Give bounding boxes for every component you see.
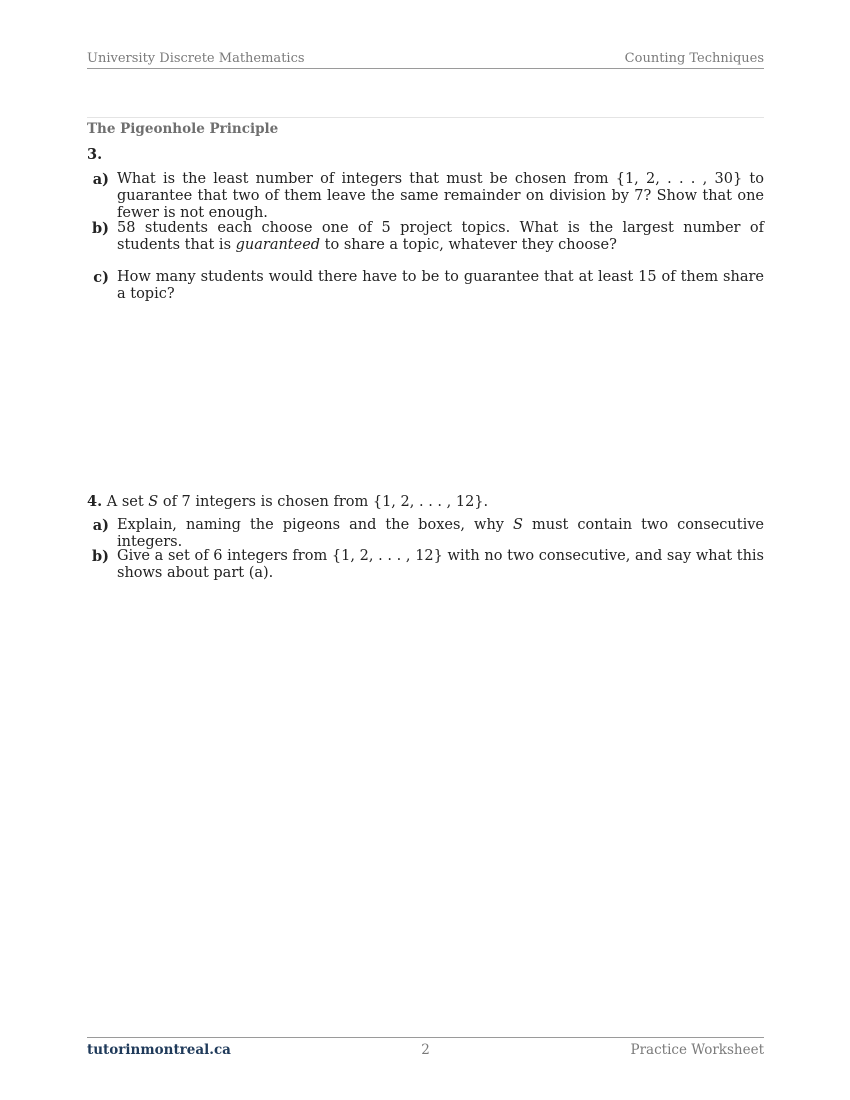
part-text bbox=[117, 220, 764, 254]
intro-text-segment: . bbox=[483, 494, 489, 510]
math-set: {1, 2, . . . , 12} bbox=[331, 548, 443, 564]
page-header bbox=[87, 50, 764, 69]
part-label: a) bbox=[92, 517, 109, 534]
part-text-segment: 58 students each choose one of 5 project topics. What is the largest number of students that is bbox=[117, 220, 764, 253]
part-text bbox=[117, 517, 764, 551]
set-variable: S bbox=[513, 517, 523, 533]
page-footer bbox=[87, 1042, 764, 1060]
part-text-segment: Give a set of 6 integers from bbox=[117, 548, 332, 564]
footer-label: Practice Worksheet bbox=[630, 1042, 764, 1058]
question-number: 4. bbox=[87, 493, 103, 510]
question-4-part-b bbox=[87, 548, 764, 582]
part-label: b) bbox=[92, 220, 109, 237]
part-text-segment: to share a topic, whatever they choose? bbox=[320, 237, 617, 253]
header-topic: Counting Techniques bbox=[624, 51, 764, 66]
question-4-part-a bbox=[87, 517, 764, 551]
set-variable: S bbox=[148, 494, 159, 510]
part-text-segment: with no two consecutive, and say what this shows about part (a). bbox=[117, 548, 764, 581]
part-text-segment: What is the least number of integers that must be chosen from bbox=[117, 171, 616, 187]
math-set: {1, 2, . . . , 12} bbox=[372, 494, 484, 510]
part-text-segment: must contain two consecutive integers. bbox=[117, 517, 764, 550]
part-label: a) bbox=[92, 171, 109, 188]
footer-divider bbox=[87, 1037, 764, 1038]
intro-text-segment: of 7 integers is chosen from bbox=[158, 494, 373, 510]
part-text-segment: Explain, naming the pigeons and the boxes, why bbox=[117, 517, 514, 533]
part-text-segment: to guarantee that two of them leave the same remainder on division by 7? Show that one fewer is not enough. bbox=[117, 171, 764, 221]
footer-brand-link[interactable]: tutorinmontreal.ca bbox=[87, 1042, 231, 1058]
question-number: 3. bbox=[87, 146, 103, 163]
intro-text-segment: A set bbox=[106, 494, 149, 510]
question-4-intro bbox=[87, 493, 488, 511]
part-label: c) bbox=[93, 269, 109, 286]
part-text bbox=[117, 548, 764, 582]
header-course-title: University Discrete Mathematics bbox=[87, 51, 305, 66]
question-3-part-b bbox=[87, 220, 764, 254]
part-text: How many students would there have to be to guarantee that at least 15 of them share a topic? bbox=[117, 269, 764, 302]
section-title: The Pigeonhole Principle bbox=[87, 121, 279, 137]
section-divider bbox=[87, 117, 764, 118]
page-number: 2 bbox=[421, 1042, 430, 1058]
math-set: {1, 2, . . . , 30} bbox=[615, 171, 743, 187]
question-3-number bbox=[87, 146, 102, 164]
part-label: b) bbox=[92, 548, 109, 565]
question-3-part-c bbox=[87, 269, 764, 303]
emphasized-word: guaranteed bbox=[235, 237, 321, 253]
question-3-part-a bbox=[87, 171, 764, 222]
part-text bbox=[117, 171, 764, 222]
